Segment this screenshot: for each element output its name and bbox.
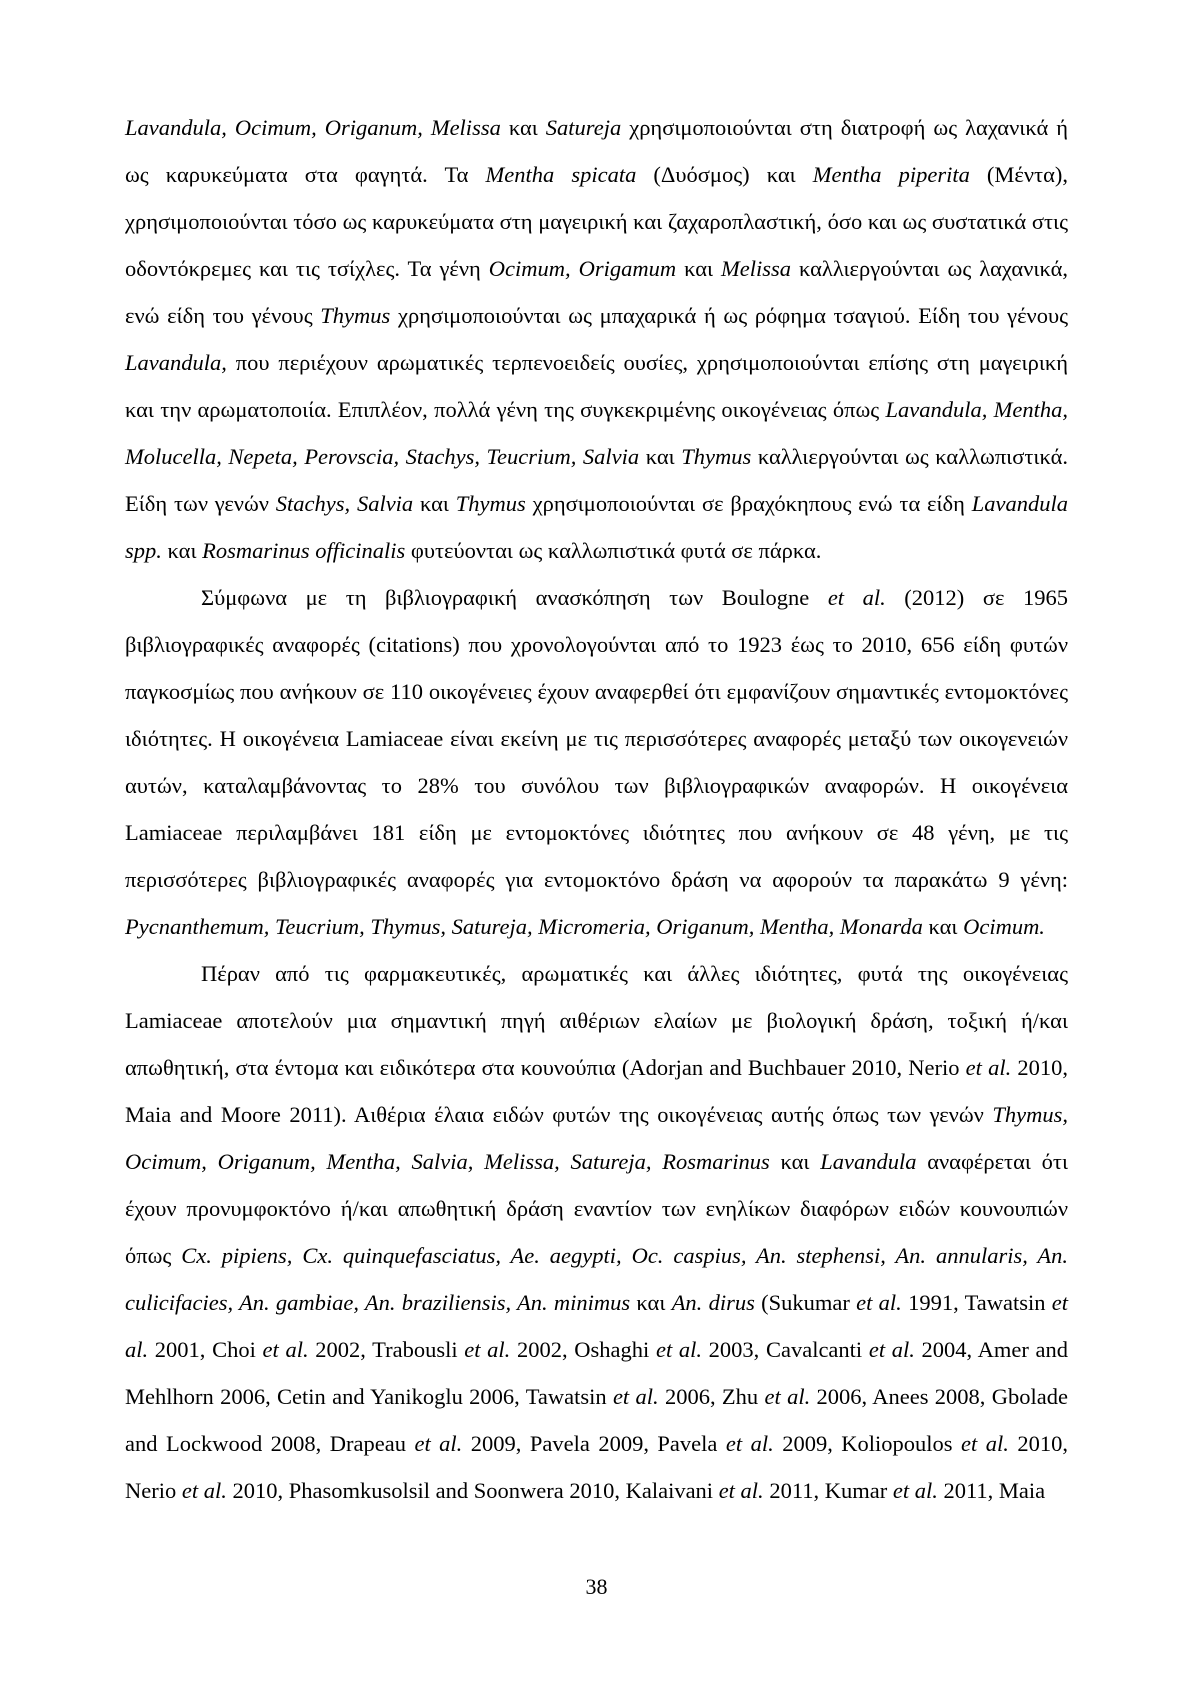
italic-term: et al. (961, 1431, 1009, 1456)
italic-term: et al. (827, 585, 886, 610)
italic-term: Mentha spicata (485, 162, 637, 187)
text-run: (Μέντα), χρησιμοποιούνται τόσο ως καρυκεύματα στη μαγειρική και ζαχαροπλαστική, όσο και ως συστατικά στις οδοντόκρεμες και τις τσίχλες. Τα γένη (125, 162, 1068, 281)
italic-term: Melissa (721, 256, 792, 281)
text-run: 2009, Koliopoulos (773, 1431, 962, 1456)
italic-term: et al. (965, 1055, 1012, 1080)
text-run: 2011, Kumar (763, 1478, 893, 1503)
text-run: και (413, 491, 456, 516)
italic-term: et al. (725, 1431, 774, 1456)
italic-term: et al. (464, 1337, 511, 1362)
text-run: 2006, Anees 2008, Gbolade and Lockwood 2008, Drapeau (125, 1384, 1068, 1456)
text-run: 2002, Trabousli (308, 1337, 465, 1362)
text-run: και (769, 1149, 821, 1174)
italic-term: et al. (181, 1478, 227, 1503)
italic-term: et al. (414, 1431, 463, 1456)
italic-term: et al. (856, 1290, 902, 1315)
text-run: 2002, Oshaghi (510, 1337, 656, 1362)
text-run: (Sukumar (754, 1290, 857, 1315)
italic-term: Satureja (545, 115, 622, 140)
italic-term: et al. (868, 1337, 915, 1362)
text-run: 2004, Amer and Mehlhorn 2006, Cetin and Yanikoglu 2006, Tawatsin (125, 1337, 1068, 1409)
text-run: και (630, 1290, 672, 1315)
text-run: και (676, 256, 722, 281)
text-run: (2012) σε 1965 βιβλιογραφικές αναφορές (citations) που χρονολογούνται από το 1923 έως το 2010, 656 είδη φυτών παγκοσμίως που ανήκουν σε 110 οικογένειες έχουν αναφερθεί ότι εμφανίζουν σημαντικές εντομοκτόνες ιδιότητες. Η οικογένεια Lamiaceae είναι εκείνη με τις περισσότερες αναφορές μεταξύ των οικογενειών αυτών, καταλαμβάνοντας το 28% του συνόλου των βιβλιογραφικών αναφορών. Η οικογένεια Lamiaceae περιλαμβάνει 181 είδη με εντομοκτόνες ιδιότητες που ανήκουν σε 48 γένη, με τις περισσότερες βιβλιογραφικές αναφορές για εντομοκτόνο δράση να αφορούν τα παρακάτω 9 γένη: (125, 585, 1068, 892)
italic-term: Cx. pipiens, Cx. quinquefasciatus, Ae. aegypti, Oc. caspius, An. stephensi, An. annularis, An. culicifacies, An. gambiae, An. braziliensis, An. minimus (125, 1243, 1068, 1315)
italic-term: et al. (262, 1337, 309, 1362)
text-run: και (161, 538, 203, 563)
italic-term: Lavandula (820, 1149, 917, 1174)
italic-term: Mentha piperita (812, 162, 970, 187)
text-run: χρησιμοποιούνται ως μπαχαρικά ή ως ρόφημα τσαγιού. Είδη του γένους (390, 303, 1068, 328)
text-run: 2009, Pavela 2009, Pavela (462, 1431, 726, 1456)
paragraph-2 (125, 574, 1068, 950)
text-run: που περιέχουν αρωματικές τερπενοειδείς ουσίες, χρησιμοποιούνται επίσης στη μαγειρική και την αρωματοποιία. Επιπλέον, πολλά γένη της συγκεκριμένης οικογένειας όπως (125, 350, 1068, 422)
text-run: και (500, 115, 546, 140)
italic-term: Ocimum, Origamum (488, 256, 677, 281)
page-number: 38 (585, 1574, 608, 1599)
italic-term: Thymus (681, 444, 752, 469)
paragraph-1 (125, 104, 1068, 574)
italic-term: Thymus, Ocimum, Origanum, Mentha, Salvia, Melissa, Satureja, Rosmarinus (125, 1102, 1068, 1174)
italic-term: Ocimum. (963, 914, 1045, 939)
paragraph-3 (125, 950, 1068, 1514)
italic-term: Lavandula spp. (125, 491, 1068, 563)
italic-term: Lavandula, Mentha, Molucella, Nepeta, Perovscia, Stachys, Teucrium, Salvia (125, 397, 1068, 469)
page-body (125, 104, 1068, 1514)
italic-term: Rosmarinus officinalis (202, 538, 406, 563)
italic-term: An. dirus (671, 1290, 755, 1315)
text-run: 2010, Phasomkusolsil and Soonwera 2010, Kalaivani (226, 1478, 719, 1503)
italic-term: et al. (718, 1478, 764, 1503)
text-run: 2010, Nerio (125, 1431, 1068, 1503)
text-run: 2003, Cavalcanti (702, 1337, 869, 1362)
italic-term: et al. (764, 1384, 811, 1409)
text-run: 2010, Maia and Moore 2011). Αιθέρια έλαια ειδών φυτών της οικογένειας αυτής όπως των γενών (125, 1055, 1068, 1127)
text-run: 1991, Tawatsin (901, 1290, 1052, 1315)
italic-term: et al. (892, 1478, 938, 1503)
text-run: καλλιεργούνται ως λαχανικά, ενώ είδη του γένους (125, 256, 1068, 328)
italic-term: et al. (125, 1290, 1068, 1362)
text-run: χρησιμοποιούνται στη διατροφή ως λαχανικά ή ως καρυκεύματα στα φαγητά. Τα (125, 115, 1069, 187)
text-run: 2001, Choi (148, 1337, 263, 1362)
italic-term: et al. (655, 1337, 702, 1362)
italic-term: Lavandula, Ocimum, Origanum, Melissa (125, 115, 501, 140)
text-run: Πέραν από τις φαρμακευτικές, αρωματικές και άλλες ιδιότητες, φυτά της οικογένειας Lamiaceae αποτελούν μια σημαντική πηγή αιθέριων ελαίων με βιολογική δράση, τοξική ή/και απωθητική, στα έντομα και ειδικότερα στα κουνούπια (Adorjan and Buchbauer 2010, Nerio (125, 961, 1068, 1080)
italic-term: Lavandula, (125, 350, 227, 375)
italic-term: Pycnanthemum, Teucrium, Thymus, Satureja, Micromeria, Origanum, Mentha, Monarda (125, 914, 923, 939)
text-run: Σύμφωνα με τη βιβλιογραφική ανασκόπηση των Boulogne (201, 585, 828, 610)
text-run: χρησιμοποιούνται σε βραχόκηπους ενώ τα είδη (525, 491, 972, 516)
text-run: καλλιεργούνται ως καλλωπιστικά. Είδη των γενών (125, 444, 1069, 516)
italic-term: et al. (612, 1384, 659, 1409)
text-run: αναφέρεται ότι έχουν προνυμφοκτόνο ή/και απωθητική δράση εναντίον των ενηλίκων διαφόρων ειδών κουνουπιών όπως (125, 1149, 1069, 1268)
italic-term: Thymus (320, 303, 391, 328)
text-run: και (639, 444, 682, 469)
text-run: φυτεύονται ως καλλωπιστικά φυτά σε πάρκα. (405, 538, 822, 563)
text-run: (Δυόσμος) και (636, 162, 813, 187)
text-run: 2011, Maia (937, 1478, 1046, 1503)
text-run: και (922, 914, 964, 939)
italic-term: Thymus (455, 491, 526, 516)
text-run: 2006, Zhu (658, 1384, 765, 1409)
italic-term: Stachys, Salvia (275, 491, 414, 516)
